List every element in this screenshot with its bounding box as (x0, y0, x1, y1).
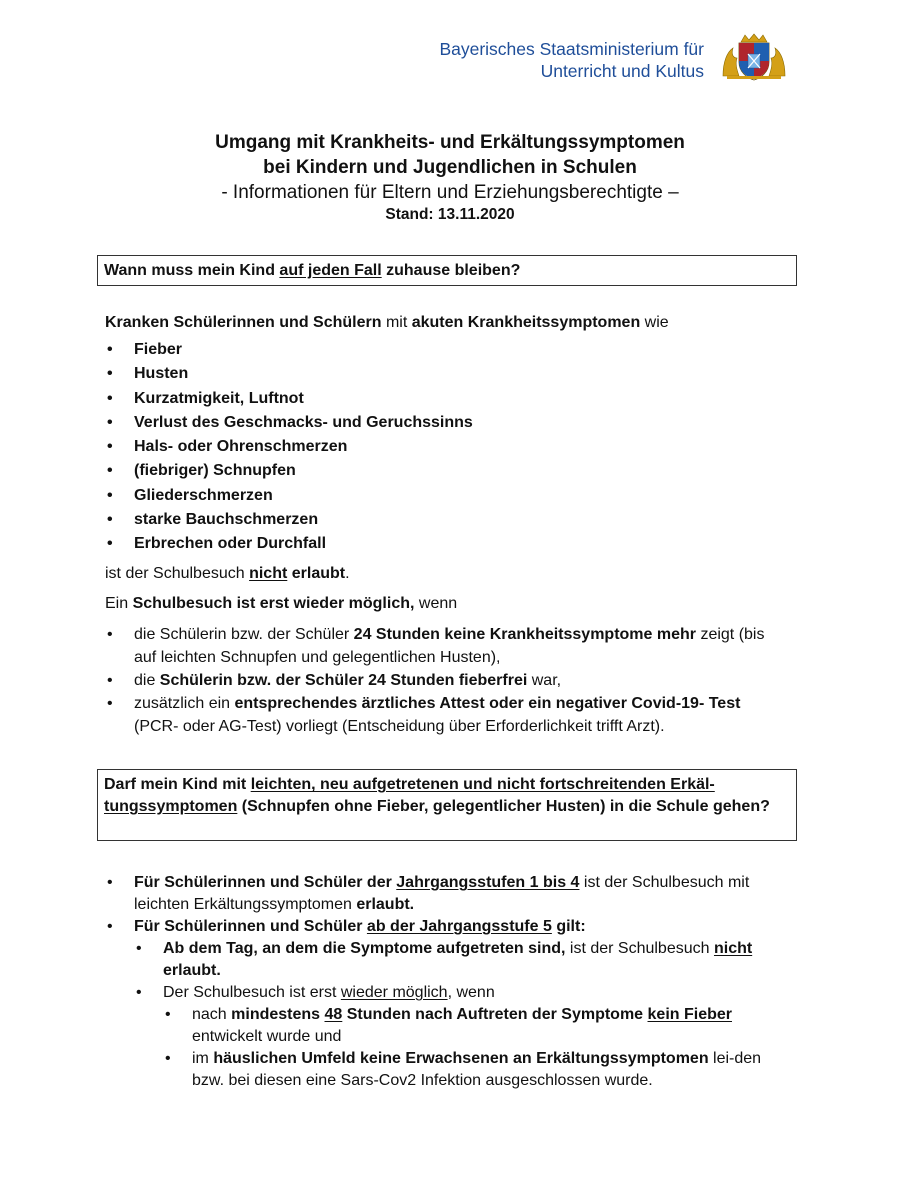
return-text-end: wenn (414, 595, 458, 612)
title-subtitle: - Informationen für Eltern und Erziehungsberechtigte – (221, 182, 679, 203)
box2-text-end: (Schnupfen ohne Fieber, gelegentlicher Husten) in die Schule gehen? (237, 798, 770, 815)
condition-bold: 24 Stunden keine Krankheitssymptome mehr (353, 626, 696, 643)
sub-underlined: wieder möglich (340, 984, 448, 1001)
condition-text-end: war, (527, 672, 562, 689)
subsub-bold: mindestens (231, 1006, 325, 1023)
sub-bold-end: erlaubt. (163, 962, 221, 979)
question-box-stay-home (97, 255, 797, 286)
intro-bold-1: Kranken Schülerinnen und Schülern (105, 314, 382, 331)
list-item (134, 982, 785, 1092)
subsub-text-end: lei-den bzw. bei diesen eine Sars-Cov2 Infektion ausgeschlossen wurde. (192, 1050, 762, 1089)
ministry-name (439, 38, 704, 82)
list-item (163, 1048, 785, 1092)
list-item (163, 1004, 785, 1048)
bavarian-coat-of-arms-icon (719, 32, 789, 82)
condition-text-end: zeigt (bis auf leichten Schnupfen und gelegentlichen Husten), (134, 626, 765, 666)
condition-bold: entsprechendes ärztliches Attest oder ein negativer Covid-19- (234, 695, 705, 712)
return-conditions-list (105, 623, 765, 738)
list-item (134, 938, 785, 982)
list-item (105, 623, 765, 669)
subsub-underlined: 48 (324, 1006, 343, 1023)
list-item: • Verlust des Geschmacks- und Geruchssinns (105, 411, 473, 435)
list-item: • Hals- oder Ohrenschmerzen (105, 435, 473, 459)
question-box-mild-symptoms (97, 769, 797, 841)
title-line-1: Umgang mit Krankheits- und Erkältungssymptomen (215, 132, 685, 153)
subsub-bold-2: Stunden nach Auftreten der Symptome (342, 1006, 648, 1023)
condition-text-end: (PCR- oder AG-Test) vorliegt (Entscheidung über Erforderlichkeit trifft Arzt). (134, 718, 665, 735)
list-item: • Fieber (105, 338, 473, 362)
grade-bold-end: erlaubt. (356, 896, 415, 913)
condition-bold-2: Test (708, 695, 741, 712)
list-item: • starke Bauchschmerzen (105, 508, 473, 532)
not-allowed-underlined: nicht (249, 565, 288, 582)
return-text: Ein (105, 595, 133, 612)
sub-text-end: , wenn (447, 984, 495, 1001)
grade-bold-end: gilt: (551, 918, 586, 935)
subsub-text: nach (192, 1006, 232, 1023)
not-allowed-text: ist der Schulbesuch (105, 565, 250, 582)
subsub-text: im (192, 1050, 214, 1067)
list-item: • Erbrechen oder Durchfall (105, 532, 473, 556)
list-item (105, 692, 765, 738)
sub-list (134, 938, 785, 1092)
intro-text-1: mit (381, 314, 412, 331)
not-allowed-bold: erlaubt (287, 565, 346, 582)
box1-underlined: auf jeden Fall (279, 262, 382, 279)
list-item (105, 669, 765, 692)
sub-bold: Ab dem Tag, an dem die Symptome aufgetreten sind, (163, 940, 566, 957)
ministry-line-2: Unterricht und Kultus (540, 61, 704, 81)
subsub-underlined-2: kein Fieber (647, 1006, 732, 1023)
box1-text-end: zuhause bleiben? (381, 262, 521, 279)
grade-underlined: ab der Jahrgangsstufe 5 (366, 918, 552, 935)
sub-text: ist der Schulbesuch (565, 940, 714, 957)
grade-underlined: Jahrgangsstufen 1 bis 4 (396, 874, 580, 891)
condition-text: die Schülerin bzw. der Schüler (134, 626, 354, 643)
condition-bold: Schülerin bzw. der Schüler 24 Stunden fieberfrei (159, 672, 528, 689)
document-title (0, 130, 900, 225)
grade-text: ist der Schulbesuch mit leichten Erkältungssymptomen (134, 874, 750, 913)
intro-paragraph (105, 312, 785, 334)
grade-bold: Für Schülerinnen und Schüler der (134, 874, 397, 891)
subsub-text-end: entwickelt wurde und (192, 1028, 342, 1045)
title-line-2: bei Kindern und Jugendlichen in Schulen (263, 157, 637, 178)
list-item: • Husten (105, 362, 473, 386)
box2-text: Darf mein Kind mit (104, 776, 251, 793)
sub-text: Der Schulbesuch ist erst (163, 984, 341, 1001)
not-allowed-period: . (345, 565, 350, 582)
return-paragraph (105, 593, 785, 615)
return-bold: Schulbesuch ist erst wieder möglich, (132, 595, 415, 612)
list-item (105, 872, 785, 916)
symptom-list (105, 338, 473, 556)
list-item (105, 916, 785, 1092)
box1-text: Wann muss mein Kind (104, 262, 280, 279)
condition-text: die (134, 672, 160, 689)
sub-underlined: nicht (713, 940, 753, 957)
box2-underlined: leichten, neu aufgetretenen und nicht fortschreitenden Erkäl-tungssymptomen (104, 776, 715, 815)
intro-bold-2: akuten Krankheitssymptomen (411, 314, 641, 331)
list-item: • Kurzatmigkeit, Luftnot (105, 387, 473, 411)
list-item: • (fiebriger) Schnupfen (105, 459, 473, 483)
list-item: • Gliederschmerzen (105, 484, 473, 508)
grade-rules-list (105, 872, 785, 1092)
sub-sub-list (163, 1004, 785, 1092)
intro-text-2: wie (640, 314, 669, 331)
title-date: Stand: 13.11.2020 (385, 206, 515, 223)
condition-text: zusätzlich ein (134, 695, 235, 712)
ministry-line-1: Bayerisches Staatsministerium für (439, 39, 704, 59)
not-allowed-paragraph (105, 563, 785, 585)
subsub-bold: häuslichen Umfeld keine Erwachsenen an Erkältungssymptomen (213, 1050, 709, 1067)
grade-bold: Für Schülerinnen und Schüler (134, 918, 367, 935)
